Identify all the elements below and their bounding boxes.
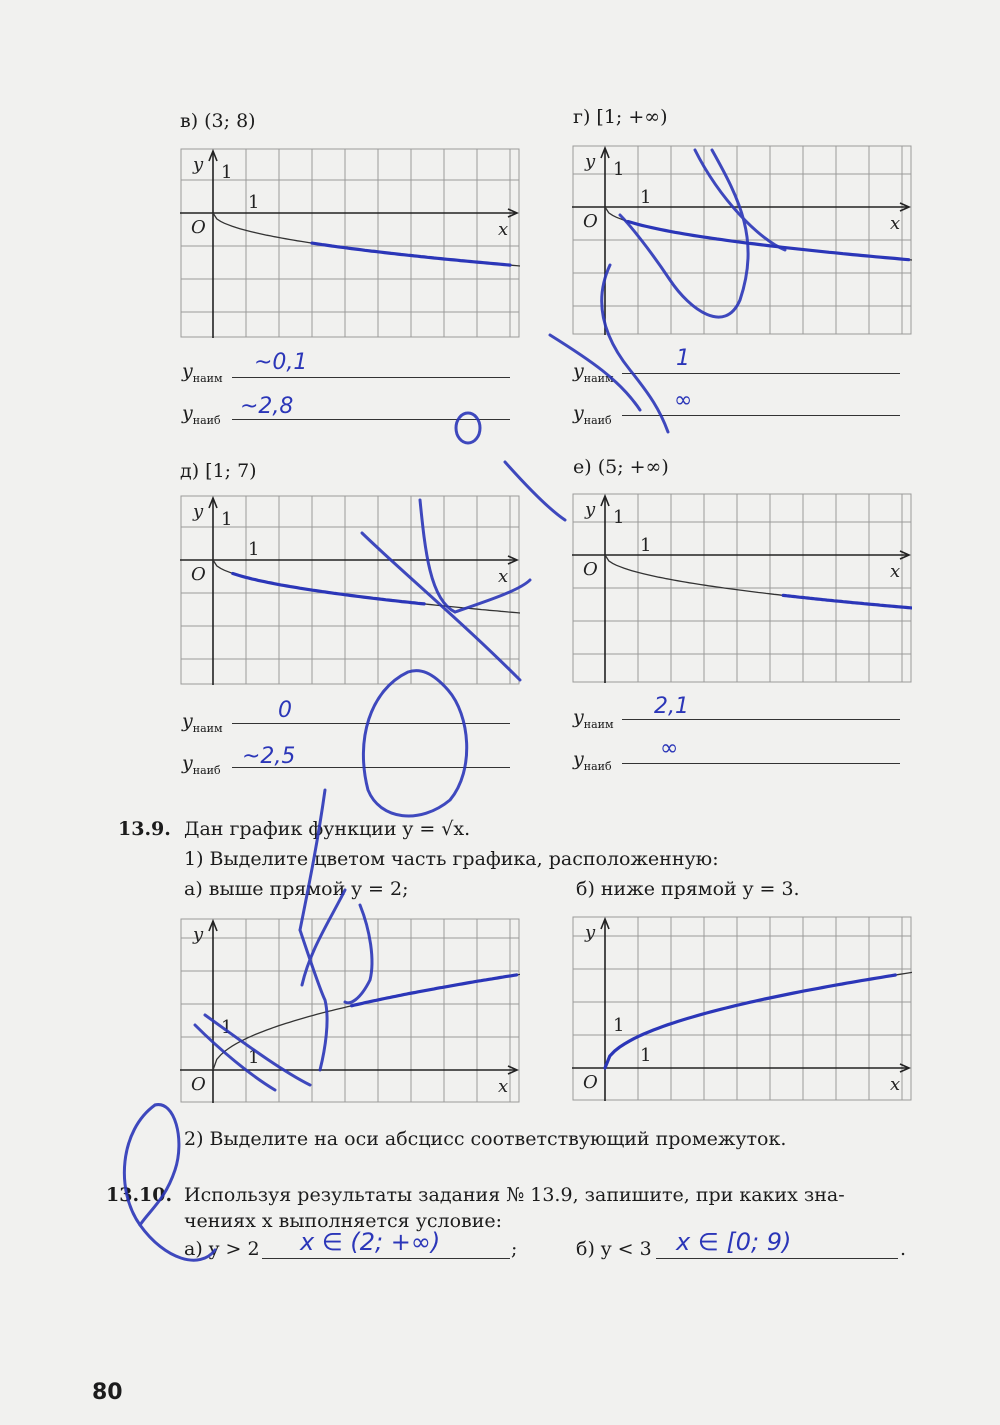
y-min-label-e: $y_{наим}$ xyxy=(573,706,614,731)
y-unit-label: 1 xyxy=(221,1017,233,1038)
graph-d-label: д) [1; 7) xyxy=(180,460,257,482)
y-max-label-v: $y_{наиб}$ xyxy=(182,402,221,427)
x-unit-label: 1 xyxy=(640,1045,652,1066)
task-13-10-a-label: а) y > 2 xyxy=(184,1238,260,1260)
y-axis-label: y xyxy=(193,501,204,522)
graph-g-label: г) [1; +∞) xyxy=(573,106,668,128)
x-axis-label: x xyxy=(890,561,901,582)
y-axis-label: y xyxy=(193,154,204,175)
answer-v-max: ~2,8 xyxy=(240,394,294,419)
y-min-label-d: $y_{наим}$ xyxy=(182,710,223,735)
task-13-10-a-end: ; xyxy=(511,1238,518,1260)
task-13-9-number: 13.9. xyxy=(118,818,171,840)
y-max-label-g: $y_{наиб}$ xyxy=(573,402,612,427)
task-13-9-line3: 2) Выделите на оси абсцисс соответствующий промежуток. xyxy=(184,1128,787,1150)
y-unit-label: 1 xyxy=(613,159,625,180)
page-number: 80 xyxy=(92,1380,123,1405)
scribble xyxy=(345,905,372,1003)
scribble xyxy=(302,890,345,985)
scribble xyxy=(455,580,530,612)
task-13-10-number: 13.10. xyxy=(106,1184,173,1206)
y-max-label-e: $y_{наиб}$ xyxy=(573,748,612,773)
answer-13-10-b: x ∈ [0; 9) xyxy=(676,1228,792,1256)
answer-d-max: ~2,5 xyxy=(242,744,296,769)
y-axis-label: y xyxy=(585,499,596,520)
scribble xyxy=(550,335,640,410)
y-unit-label: 1 xyxy=(221,509,233,530)
answer-g-max: ∞ xyxy=(674,388,693,413)
task-13-10-b-label: б) y < 3 xyxy=(576,1238,652,1260)
answer-d-min: 0 xyxy=(278,698,292,723)
origin-label: O xyxy=(191,564,206,585)
y-max-label-d: $y_{наиб}$ xyxy=(182,752,221,777)
scribble xyxy=(620,150,748,317)
answer-v-min: ~0,1 xyxy=(254,350,308,375)
x-axis-label: x xyxy=(498,1076,509,1097)
scribble xyxy=(362,533,520,680)
origin-label: O xyxy=(583,211,598,232)
y-axis-label: y xyxy=(585,151,596,172)
answer-g-min: 1 xyxy=(676,346,690,371)
origin-label: O xyxy=(191,1074,206,1095)
y-min-label-g: $y_{наим}$ xyxy=(573,360,614,385)
x-unit-label: 1 xyxy=(248,539,260,560)
x-unit-label: 1 xyxy=(248,192,260,213)
task-13-10-line2: чениях x выполняется условие: xyxy=(184,1210,503,1232)
task-13-9-line2: 1) Выделите цветом часть графика, расположенную: xyxy=(184,848,719,870)
y-min-label-v: $y_{наим}$ xyxy=(182,360,223,385)
scribble xyxy=(602,265,668,432)
task-13-9-part-a: а) выше прямой y = 2; xyxy=(184,878,409,900)
x-axis-label: x xyxy=(498,219,509,240)
origin-label: O xyxy=(191,217,206,238)
x-axis-label: x xyxy=(890,1074,901,1095)
scribble xyxy=(695,150,785,250)
y-axis-label: y xyxy=(193,924,204,945)
origin-label: O xyxy=(583,1072,598,1093)
x-unit-label: 1 xyxy=(640,187,652,208)
answer-e-min: 2,1 xyxy=(654,694,689,719)
task-13-9-part-b: б) ниже прямой y = 3. xyxy=(576,878,800,900)
answer-e-max: ∞ xyxy=(660,736,679,761)
scribble xyxy=(300,790,325,930)
task-13-9-line1: Дан график функции y = √x. xyxy=(184,818,471,840)
scribble xyxy=(363,671,466,816)
origin-label: O xyxy=(583,559,598,580)
scribble xyxy=(456,413,480,443)
answer-13-10-a: x ∈ (2; +∞) xyxy=(300,1228,441,1256)
graph-e-label: е) (5; +∞) xyxy=(573,456,669,478)
task-13-10-b-end: . xyxy=(900,1238,907,1260)
x-axis-label: x xyxy=(498,566,509,587)
x-axis-label: x xyxy=(890,213,901,234)
y-unit-label: 1 xyxy=(613,507,625,528)
graph-v-label: в) (3; 8) xyxy=(180,110,256,132)
x-unit-label: 1 xyxy=(640,535,652,556)
scribble xyxy=(505,462,565,520)
scribble xyxy=(140,1105,179,1225)
task-13-10-line1: Используя результаты задания № 13.9, запишите, при каких зна- xyxy=(184,1184,845,1206)
y-axis-label: y xyxy=(585,922,596,943)
y-unit-label: 1 xyxy=(221,162,233,183)
x-unit-label: 1 xyxy=(248,1047,260,1068)
y-unit-label: 1 xyxy=(613,1015,625,1036)
scribble xyxy=(420,500,455,612)
